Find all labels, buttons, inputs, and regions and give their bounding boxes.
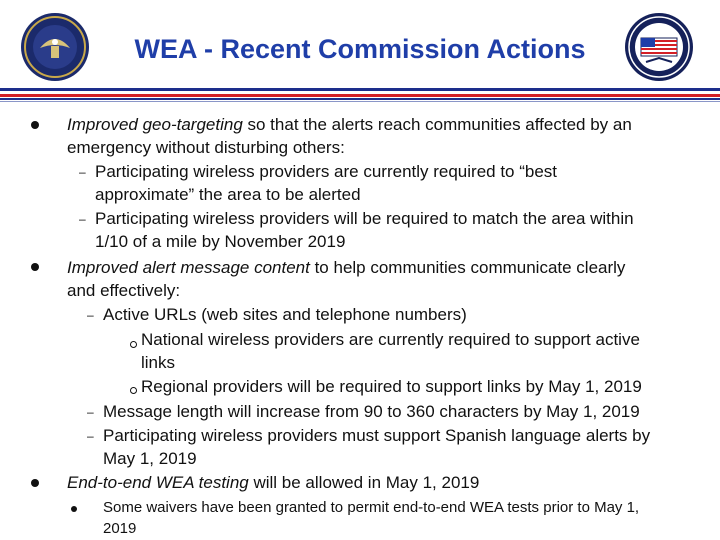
bullet-3-sub-1-line-1: Some waivers have been granted to permit end-to-end WEA tests prior to May 1, bbox=[103, 499, 640, 516]
dash-marker: – bbox=[79, 165, 86, 179]
bullet-1-sub-1-line-2: approximate” the area to be alerted bbox=[95, 185, 361, 204]
dash-marker: – bbox=[79, 212, 86, 226]
bullet-2-subsub-1-line-1: National wireless providers are currently required to support active bbox=[141, 330, 640, 349]
page-title: WEA - Recent Commission Actions bbox=[134, 34, 586, 64]
bullet-1-line-2: emergency without disturbing others: bbox=[67, 138, 345, 157]
circle-marker bbox=[130, 387, 137, 394]
bullet-2-sub-3-line-1: Participating wireless providers must support Spanish language alerts by bbox=[103, 426, 651, 445]
bullet-1-sub-2-line-2: 1/10 of a mile by November 2019 bbox=[95, 232, 346, 251]
bullet-dot-small bbox=[71, 506, 77, 512]
dash-marker: – bbox=[87, 429, 94, 443]
bullet-2-sub-3-line-2: May 1, 2019 bbox=[103, 449, 197, 468]
bullet-3-line-1: End-to-end WEA testing will be allowed in May 1, 2019 bbox=[67, 473, 480, 492]
circle-marker bbox=[130, 341, 137, 348]
bullet-dot bbox=[31, 263, 39, 271]
bullet-2-line-2: and effectively: bbox=[67, 281, 181, 300]
bullet-1-sub-1-line-1: Participating wireless providers are currently required to “best bbox=[95, 162, 558, 181]
bullet-dot bbox=[31, 479, 39, 487]
bullet-2-sub-1-line-1: Active URLs (web sites and telephone numbers) bbox=[103, 305, 467, 324]
dash-marker: – bbox=[87, 308, 94, 322]
bullet-2-sub-2-line-1: Message length will increase from 90 to 360 characters by May 1, 2019 bbox=[103, 402, 640, 421]
bullet-2-subsub-2-line-1: Regional providers will be required to support links by May 1, 2019 bbox=[141, 377, 642, 396]
bullet-dot bbox=[31, 121, 39, 129]
bullet-3-sub-1-line-2: 2019 bbox=[103, 520, 137, 537]
bullet-1-line-1: Improved geo-targeting so that the alerts reach communities affected by an bbox=[67, 115, 632, 134]
bullet-2-subsub-1-line-2: links bbox=[141, 353, 176, 372]
bullet-2-line-1: Improved alert message content to help communities communicate clearly bbox=[67, 258, 626, 277]
dash-marker: – bbox=[87, 405, 94, 419]
bullet-1-sub-2-line-1: Participating wireless providers will be required to match the area within bbox=[95, 209, 634, 228]
